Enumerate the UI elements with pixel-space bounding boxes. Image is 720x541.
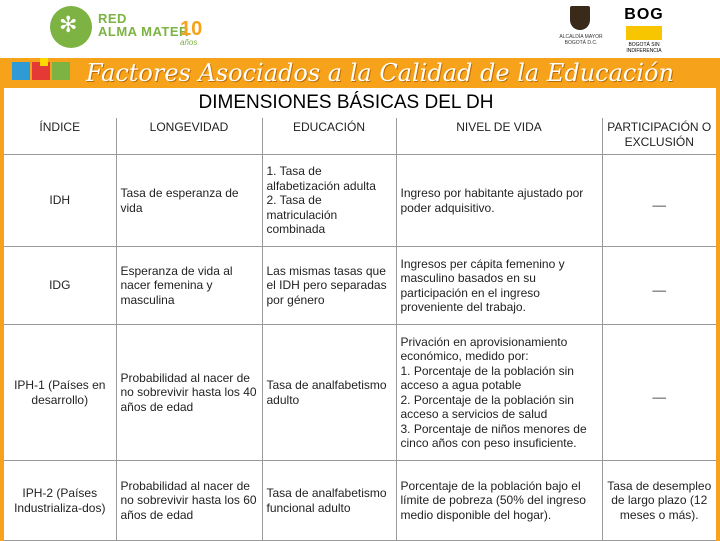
col-header-indice: ÍNDICE <box>4 118 116 155</box>
cell-indice: IDH <box>4 155 116 247</box>
table-row <box>4 325 716 461</box>
cell-longevidad: Tasa de esperanza de vida <box>116 155 262 247</box>
cell-educacion: 1. Tasa de alfabetización adulta 2. Tasa de matriculación combinada <box>262 155 396 247</box>
logo-anos-text: años <box>180 38 198 47</box>
table-row <box>4 461 716 541</box>
col-header-longevidad: LONGEVIDAD <box>116 118 262 155</box>
cell-indice: IDG <box>4 247 116 325</box>
header-bar <box>0 0 720 58</box>
cell-longevidad: Probabilidad al nacer de no sobrevivir hasta los 40 años de edad <box>116 325 262 461</box>
slide-subtitle: Factores Asociados a la Calidad de la Educación <box>86 59 674 87</box>
cell-indice: IPH-2 (Países Industrializa-dos) <box>4 461 116 541</box>
cell-educacion: Tasa de analfabetismo adulto <box>262 325 396 461</box>
cell-educacion: Las mismas tasas que el IDH pero separadas por género <box>262 247 396 325</box>
cell-longevidad: Probabilidad al nacer de no sobrevivir hasta los 60 años de edad <box>116 461 262 541</box>
bogota-logo <box>618 6 670 54</box>
logo-ten-text: 10 <box>180 18 203 40</box>
color-squares-icon <box>12 62 72 80</box>
cell-nivel: Privación en aprovisionamiento económico, medido por: 1. Porcentaje de la población sin acceso a agua potable 2. Porcentaje de la población sin acceso a servicios de salud 3. Porcentaje de niños menores de cinco años con peso insuficiente. <box>396 325 602 461</box>
alcaldia-crest-logo <box>552 6 610 48</box>
cell-educacion: Tasa de analfabetismo funcional adulto <box>262 461 396 541</box>
col-header-educacion: EDUCACIÓN <box>262 118 396 155</box>
table-header-row <box>4 118 716 155</box>
bog-yellow-bar-icon <box>626 26 662 40</box>
logo-red-text: RED <box>98 11 127 26</box>
cell-participacion: __ <box>602 325 716 461</box>
cell-indice: IPH-1 (Países en desarrollo) <box>4 325 116 461</box>
heading-text: DIMENSIONES BÁSICAS DEL DH <box>198 92 494 113</box>
cell-nivel: Ingresos per cápita femenino y masculino basados en su participación en el ingreso proveniente del trabajo. <box>396 247 602 325</box>
cell-nivel: Ingreso por habitante ajustado por poder adquisitivo. <box>396 155 602 247</box>
dimensions-table <box>4 118 716 541</box>
crest-icon <box>570 6 590 30</box>
people-circle-icon: ✻ <box>50 6 92 48</box>
logo-alma-text: ALMA MATER <box>98 24 189 39</box>
red-alma-mater-logo <box>50 6 220 50</box>
bog-text: BOG <box>624 6 664 23</box>
col-header-participacion: PARTICIPACIÓN O EXCLUSIÓN <box>602 118 716 155</box>
cell-participacion: Tasa de desempleo de largo plazo (12 meses o más). <box>602 461 716 541</box>
cell-participacion: __ <box>602 247 716 325</box>
cell-nivel: Porcentaje de la población bajo el límite de pobreza (50% del ingreso medio disponible del hogar). <box>396 461 602 541</box>
table-row <box>4 247 716 325</box>
content-area <box>4 88 716 540</box>
cell-longevidad: Esperanza de vida al nacer femenina y masculina <box>116 247 262 325</box>
bog-sub-text: BOGOTÁ SIN INDIFERENCIA <box>626 42 662 54</box>
table-row <box>4 155 716 247</box>
cell-participacion: __ <box>602 155 716 247</box>
crest-text: ALCALDÍA MAYOR BOGOTÁ D.C. <box>559 34 603 46</box>
slide-heading <box>4 92 716 114</box>
col-header-nivel: NIVEL DE VIDA <box>396 118 602 155</box>
